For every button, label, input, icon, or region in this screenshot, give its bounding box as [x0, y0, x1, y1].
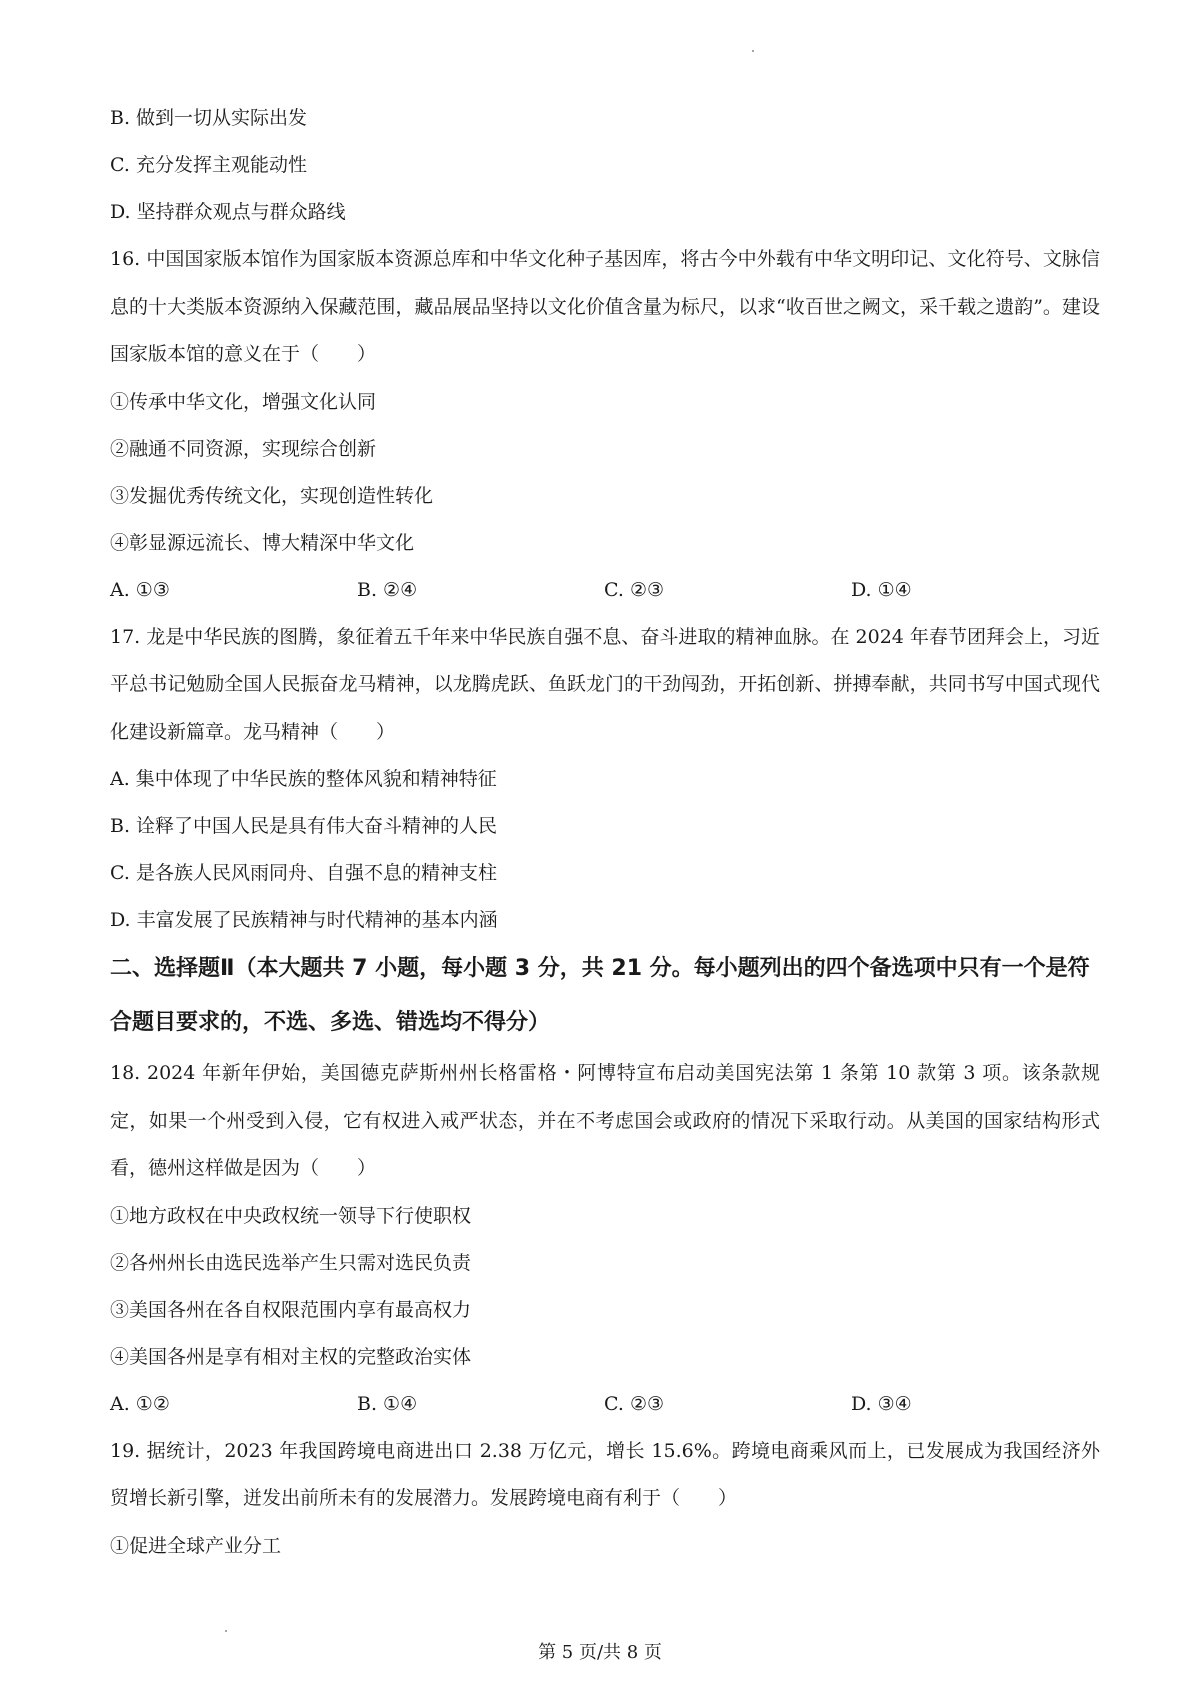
- q17-option-a: A. 集中体现了中华民族的整体风貌和精神特征: [110, 768, 497, 790]
- q16-choice-c: C. ②③: [604, 578, 665, 601]
- q16-choices: [110, 567, 1100, 614]
- q17-option-d: D. 丰富发展了民族精神与时代精神的基本内涵: [110, 909, 498, 931]
- q17-option-b: B. 诠释了中国人民是具有伟大奋斗精神的人民: [110, 815, 498, 837]
- q18-choice-c: C. ②③: [604, 1392, 665, 1415]
- q16-item-1: ①传承中华文化，增强文化认同: [110, 390, 377, 413]
- scan-speck: [225, 1630, 227, 1632]
- q17-option-c: C. 是各族人民风雨同舟、自强不息的精神支柱: [110, 862, 497, 884]
- q18-choice-d: D. ③④: [851, 1392, 912, 1415]
- page-footer: 第 5 页/共 8 页: [538, 1642, 662, 1663]
- q16-choice-d: D. ①④: [851, 578, 912, 601]
- q18-choice-a: A. ①②: [110, 1392, 170, 1415]
- q18-item-4: ④美国各州是享有相对主权的完整政治实体: [110, 1345, 472, 1368]
- q18-choices: [110, 1381, 1100, 1428]
- q16-item-2: ②融通不同资源，实现综合创新: [110, 437, 377, 460]
- q15-option-d: D. 坚持群众观点与群众路线: [110, 201, 346, 223]
- page-content: [110, 95, 1100, 1570]
- q18-item-2: ②各州州长由选民选举产生只需对选民负责: [110, 1251, 472, 1274]
- q19-item-1: ①促进全球产业分工: [110, 1534, 282, 1557]
- section-2-heading: 二、选择题Ⅱ（本大题共 7 小题，每小题 3 分，共 21 分。每小题列出的四个备选项中只有一个是符合题目要求的，不选、多选、错选均不得分）: [110, 956, 1090, 1035]
- scan-speck: [752, 50, 754, 52]
- q16-stem: 16. 中国国家版本馆作为国家版本资源总库和中华文化种子基因库，将古今中外载有中华文明印记、文化符号、文脉信息的十大类版本资源纳入保藏范围，藏品展品坚持以文化价值含量为标尺，以求“收百世之阙文，采千载之遗韵”。建设国家版本馆的意义在于（ ）: [110, 248, 1100, 365]
- q19-stem: 19. 据统计，2023 年我国跨境电商进出口 2.38 万亿元，增长 15.6%。跨境电商乘风而上，已发展成为我国经济外贸增长新引擎，迸发出前所未有的发展潜力。发展跨境电商有利于（ ）: [110, 1439, 1100, 1509]
- q16-choice-a: A. ①③: [110, 578, 170, 601]
- q17-stem: 17. 龙是中华民族的图腾，象征着五千年来中华民族自强不息、奋斗进取的精神血脉。在 2024 年春节团拜会上，习近平总书记勉励全国人民振奋龙马精神，以龙腾虎跃、鱼跃龙门的干劲闯劲，开拓创新、拼搏奉献，共同书写中国式现代化建设新篇章。龙马精神（ ）: [110, 625, 1100, 743]
- q15-option-c: C. 充分发挥主观能动性: [110, 154, 307, 176]
- q18-stem: 18. 2024 年新年伊始，美国德克萨斯州州长格雷格・阿博特宣布启动美国宪法第 1 条第 10 款第 3 项。该条款规定，如果一个州受到入侵，它有权进入戒严状态，并在不考虑国会或政府的情况下采取行动。从美国的国家结构形式看，德州这样做是因为（ ）: [110, 1062, 1100, 1179]
- q18-item-1: ①地方政权在中央政权统一领导下行使职权: [110, 1204, 472, 1227]
- q16-choice-b: B. ②④: [357, 578, 418, 601]
- q15-option-b: B. 做到一切从实际出发: [110, 107, 308, 129]
- q18-item-3: ③美国各州在各自权限范围内享有最高权力: [110, 1298, 472, 1321]
- q16-item-3: ③发掘优秀传统文化，实现创造性转化: [110, 484, 434, 507]
- q16-item-4: ④彰显源远流长、博大精深中华文化: [110, 531, 415, 554]
- q18-choice-b: B. ①④: [357, 1392, 418, 1415]
